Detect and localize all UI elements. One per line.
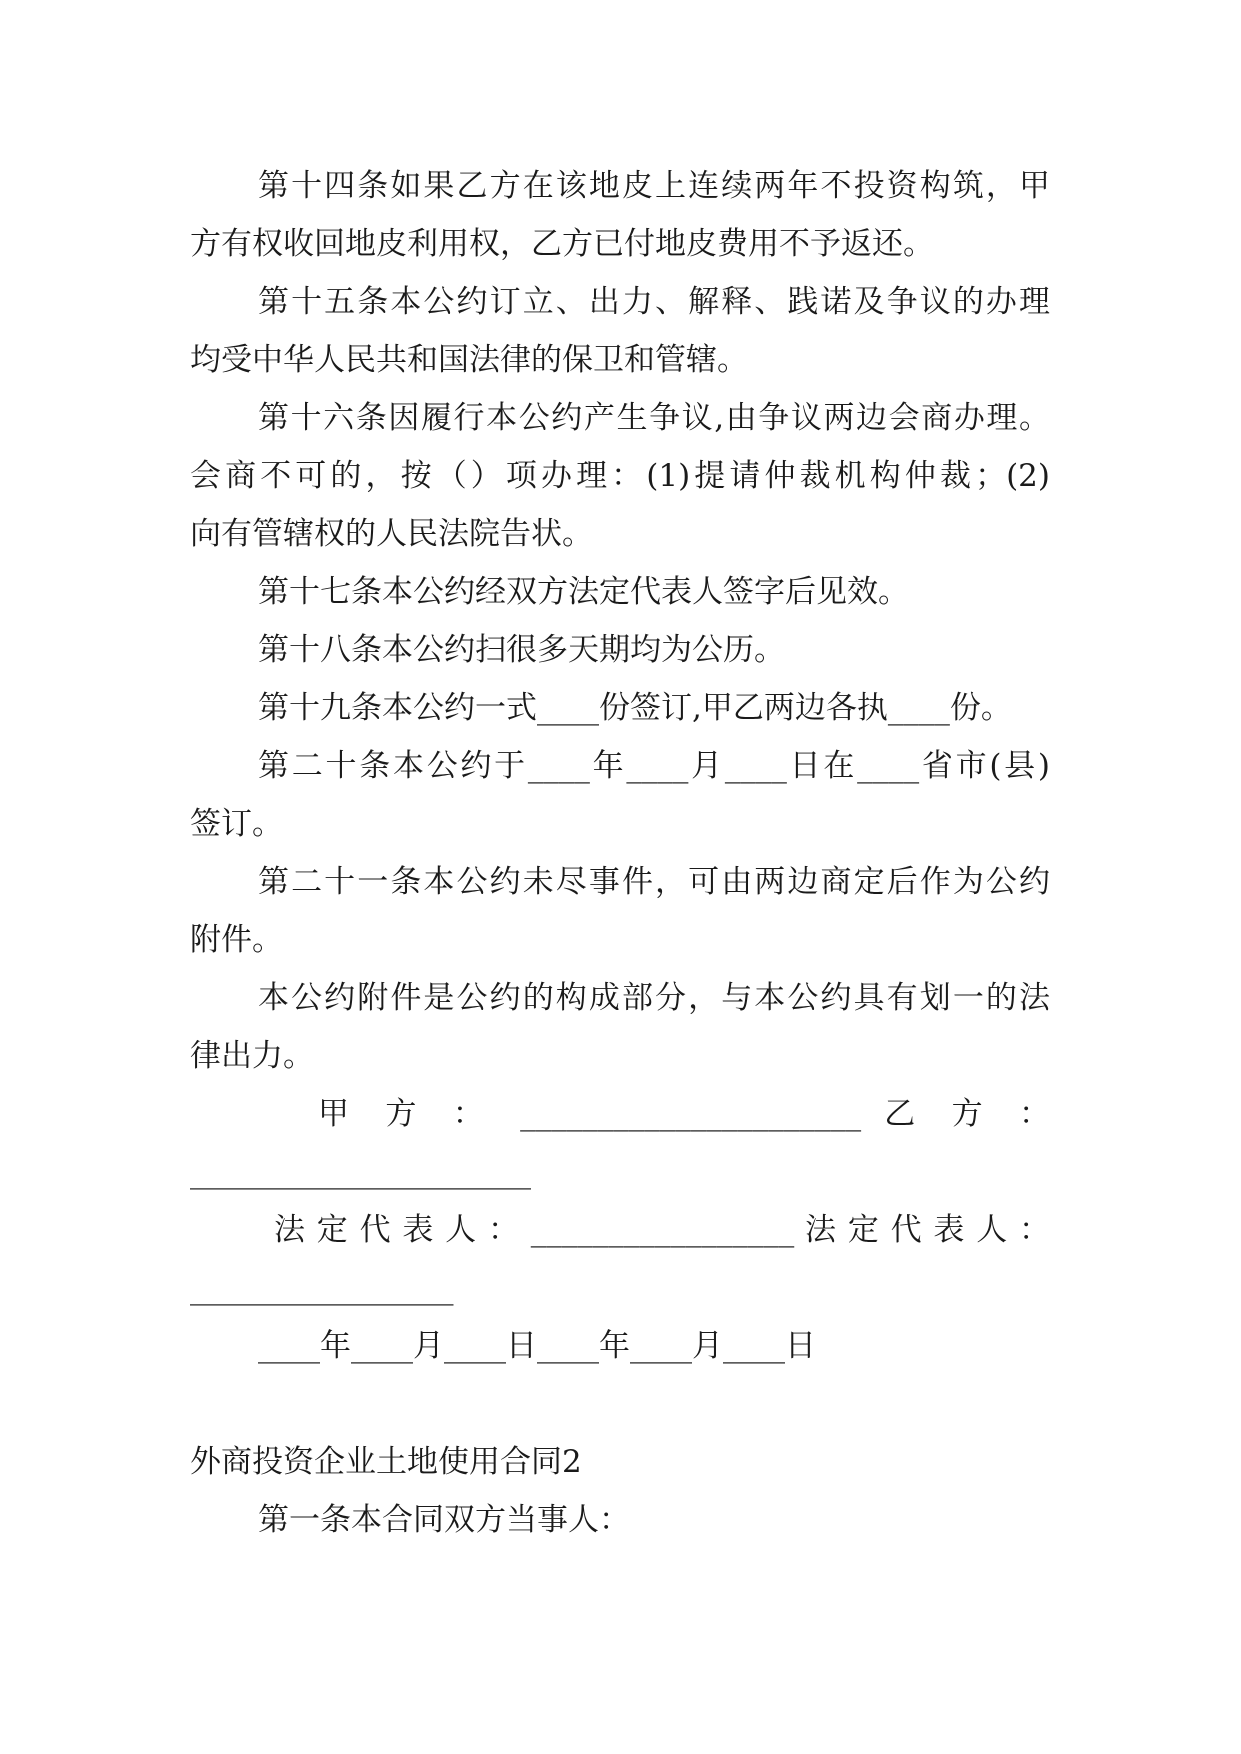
paragraph-line: 第十九条本公约一式____份签订,甲乙两边各执____份。: [258, 690, 1012, 726]
paragraph-line: 向有管辖权的人民法院告状。: [190, 516, 593, 552]
paragraph-line: 附件。: [190, 922, 283, 958]
paragraph-line: 签订。: [190, 806, 283, 842]
paragraph-line: 律出力。: [190, 1038, 314, 1074]
paragraph-line: 本公约附件是公约的构成部分，与本公约具有划一的法: [258, 980, 1050, 1016]
paragraph-line: 均受中华人民共和国法律的保卫和管辖。: [190, 342, 748, 378]
paragraph-line: 会商不可的，按（）项办理：(1)提请仲裁机构仲裁；(2): [190, 458, 1050, 494]
paragraph-line: 第十四条如果乙方在该地皮上连续两年不投资构筑，甲: [258, 168, 1050, 204]
paragraph-line: 第一条本合同双方当事人：: [258, 1502, 630, 1538]
signature-party-line: 甲 方 ： ______________________ 乙 方 ：: [318, 1096, 1050, 1132]
paragraph-line: 第二十条本公约于____年____月____日在____省市(县): [258, 748, 1050, 784]
paragraph-line: 方有权收回地皮利用权，乙方已付地皮费用不予返还。: [190, 226, 934, 262]
signature-representative-line: 法 定 代 表 人 ： _________________ 法 定 代 表 人 ：: [274, 1212, 1050, 1248]
signature-blank-line: ______________________: [190, 1154, 531, 1190]
signature-date-line: ____年____月____日____年____月____日: [258, 1328, 816, 1364]
paragraph-line: 第十八条本公约扫很多天期均为公历。: [258, 632, 785, 668]
section-title: 外商投资企业土地使用合同2: [190, 1444, 582, 1480]
paragraph-line: 第十七条本公约经双方法定代表人签字后见效。: [258, 574, 909, 610]
signature-blank-line: _________________: [190, 1270, 454, 1306]
paragraph-line: 第十五条本公约订立、出力、解释、践诺及争议的办理: [258, 284, 1050, 320]
paragraph-line: 第二十一条本公约未尽事件，可由两边商定后作为公约: [258, 864, 1050, 900]
paragraph-line: 第十六条因履行本公约产生争议,由争议两边会商办理。: [258, 400, 1050, 436]
